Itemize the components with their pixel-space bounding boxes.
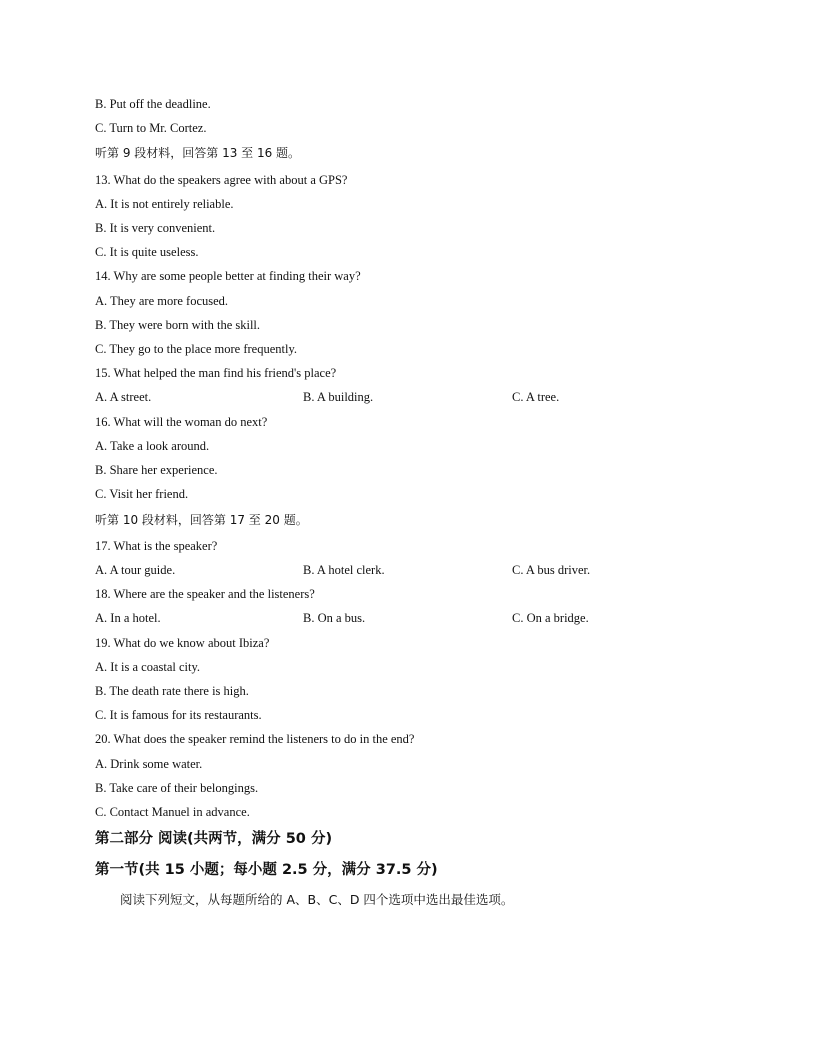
section-instruction-10: 听第 10 段材料，回答第 17 至 20 题。 [95,513,308,527]
option-13a: A. It is not entirely reliable. [95,197,234,211]
option-18a: A. In a hotel. [95,611,161,625]
question-17: 17. What is the speaker? [95,539,218,553]
option-13b: B. It is very convenient. [95,221,216,235]
option-16b: B. Share her experience. [95,463,218,477]
question-19: 19. What do we know about Ibiza? [95,636,270,650]
options-17 [95,562,735,578]
option-14c: C. They go to the place more frequently. [95,342,298,356]
option-15c: C. A tree. [512,390,560,404]
option-15b: B. A building. [303,390,374,404]
option-18c: C. On a bridge. [512,611,589,625]
option-19a: A. It is a coastal city. [95,660,201,674]
question-14: 14. Why are some people better at finding their way? [95,269,361,283]
option-13c: C. It is quite useless. [95,245,199,259]
section-one-heading: 第一节(共 15 小题；每小题 2.5 分，满分 37.5 分) [95,862,438,878]
option-12b: B. Put off the deadline. [95,97,211,111]
option-14a: A. They are more focused. [95,294,229,308]
question-15: 15. What helped the man find his friend's place? [95,366,337,380]
options-15 [95,389,735,405]
option-18b: B. On a bus. [303,611,366,625]
option-20c: C. Contact Manuel in advance. [95,805,250,819]
question-13: 13. What do the speakers agree with about a GPS? [95,173,348,187]
part-two-heading: 第二部分 阅读(共两节，满分 50 分) [95,831,333,847]
option-17b: B. A hotel clerk. [303,563,385,577]
option-19b: B. The death rate there is high. [95,684,249,698]
reading-instruction: 阅读下列短文，从每题所给的 A、B、C、D 四个选项中选出最佳选项。 [120,892,514,907]
option-16a: A. Take a look around. [95,439,210,453]
option-15a: A. A street. [95,390,152,404]
option-19c: C. It is famous for its restaurants. [95,708,262,722]
question-18: 18. Where are the speaker and the listeners? [95,587,315,601]
option-17c: C. A bus driver. [512,563,591,577]
section-instruction-9: 听第 9 段材料，回答第 13 至 16 题。 [95,146,301,160]
option-20b: B. Take care of their belongings. [95,781,259,795]
option-17a: A. A tour guide. [95,563,176,577]
option-14b: B. They were born with the skill. [95,318,261,332]
question-16: 16. What will the woman do next? [95,415,268,429]
option-12c: C. Turn to Mr. Cortez. [95,121,207,135]
option-16c: C. Visit her friend. [95,487,189,501]
question-20: 20. What does the speaker remind the listeners to do in the end? [95,732,415,746]
options-18 [95,610,735,626]
option-20a: A. Drink some water. [95,757,203,771]
